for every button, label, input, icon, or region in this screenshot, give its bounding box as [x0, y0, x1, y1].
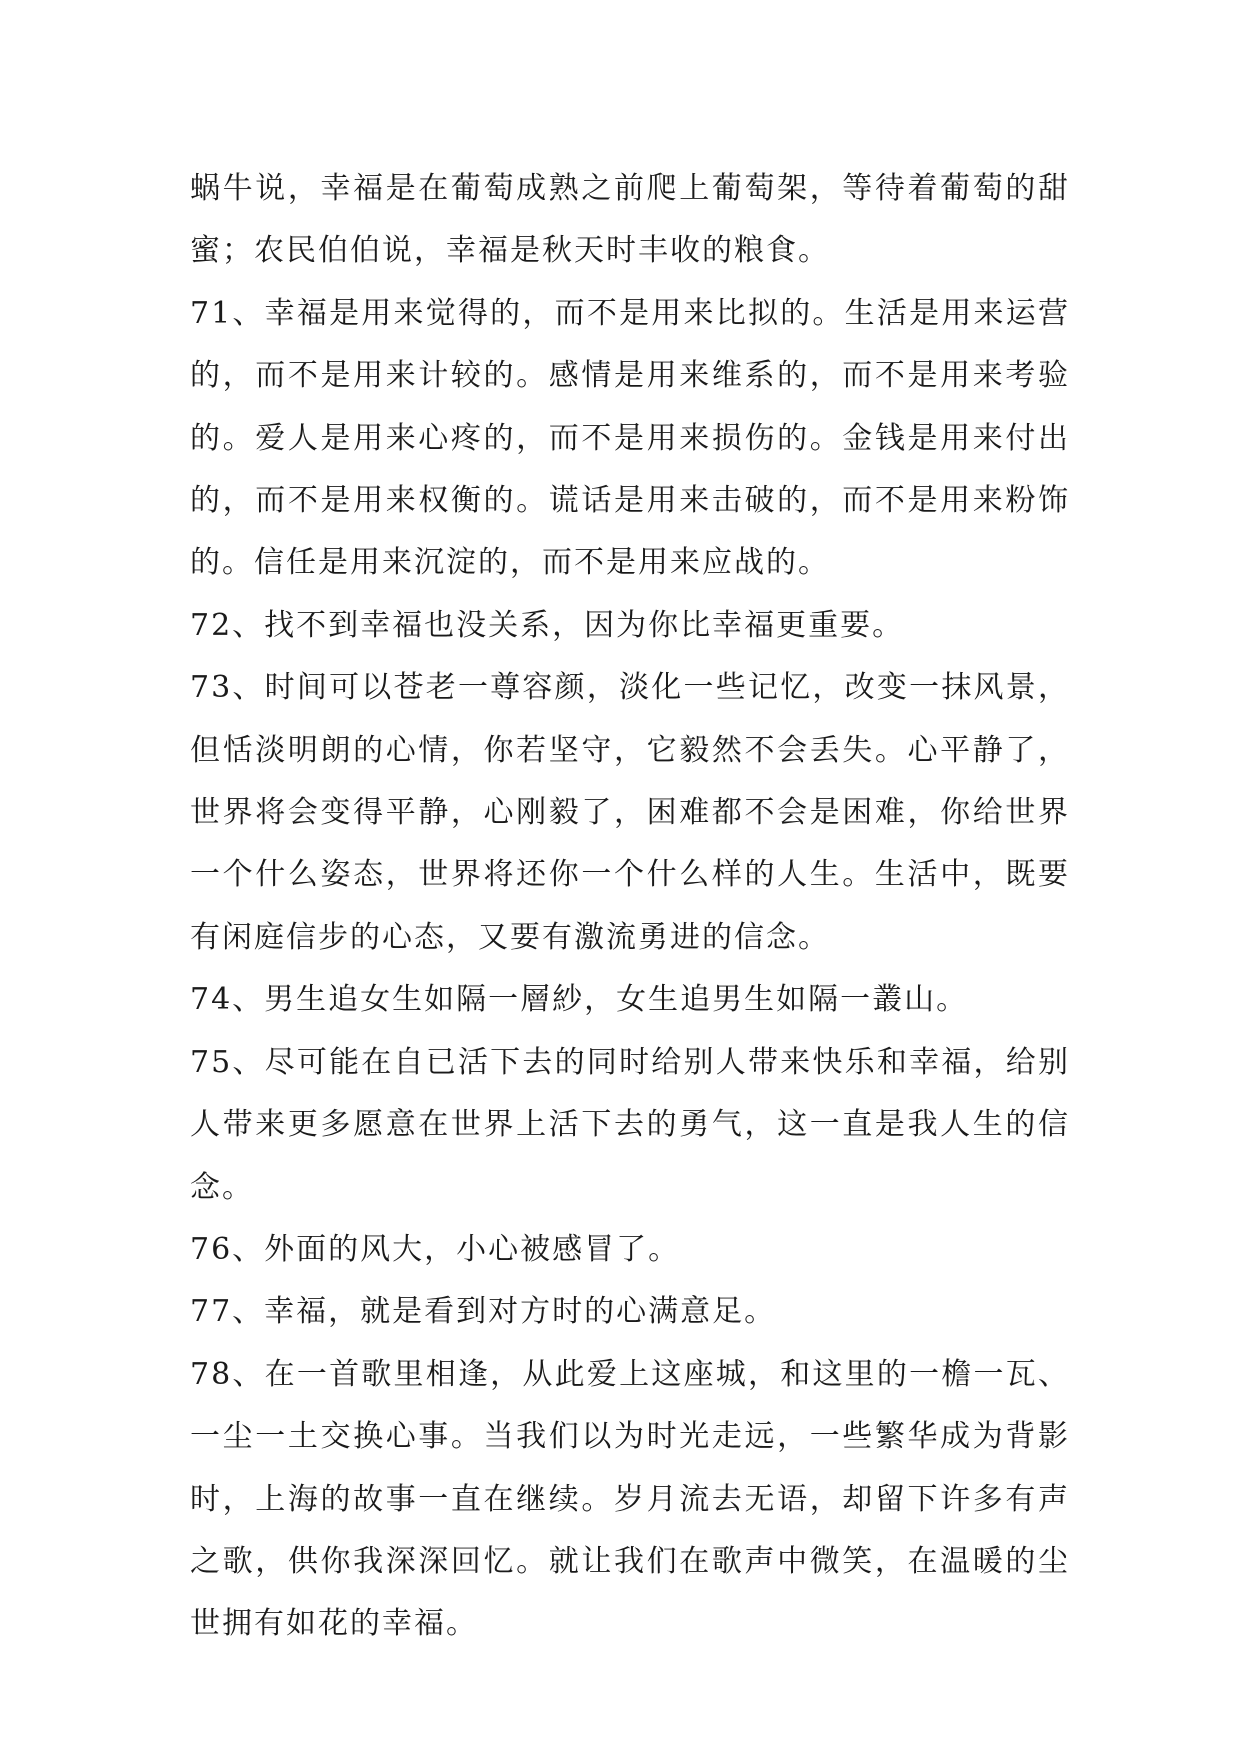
paragraph-snail: 蜗牛说，幸福是在葡萄成熟之前爬上葡萄架，等待着葡萄的甜蜜；农民伯伯说，幸福是秋天时丰收的粮食。 — [190, 171, 1070, 269]
document-page — [190, 158, 1070, 1656]
paragraph-73: 73、时间可以苍老一尊容颜，淡化一些记忆，改变一抹风景，但恬淡明朗的心情，你若坚守，它毅然不会丢失。心平静了，世界将会变得平静，心刚毅了，困难都不会是困难，你给世界一个什么姿态，世界将还你一个什么样的人生。生活中，既要有闲庭信步的心态，又要有激流勇进的信念。 — [190, 670, 1070, 955]
paragraph-76: 76、外面的风大，小心被感冒了。 — [190, 1231, 681, 1267]
paragraph-71: 71、幸福是用来觉得的，而不是用来比拟的。生活是用来运营的，而不是用来计较的。感情是用来维系的，而不是用来考验的。爱人是用来心疼的，而不是用来损伤的。金钱是用来付出的，而不是用来权衡的。谎话是用来击破的，而不是用来粉饰的。信任是用来沉淀的，而不是用来应战的。 — [190, 295, 1070, 581]
paragraph-72: 72、找不到幸福也没关系，因为你比幸福更重要。 — [190, 607, 905, 643]
paragraph-77: 77、幸福，就是看到对方时的心满意足。 — [190, 1294, 777, 1330]
paragraph-78: 78、在一首歌里相逢，从此爱上这座城，和这里的一檐一瓦、一尘一土交换心事。当我们以为时光走远，一些繁华成为背影时，上海的故事一直在继续。岁月流去无语，却留下许多有声之歌，供你我深深回忆。就让我们在歌声中微笑，在温暖的尘世拥有如花的幸福。 — [190, 1356, 1070, 1642]
paragraph-75: 75、尽可能在自已活下去的同时给别人带来快乐和幸福，给别人带来更多愿意在世界上活下去的勇气，这一直是我人生的信念。 — [190, 1044, 1070, 1205]
paragraph-74: 74、男生追女生如隔一層紗，女生追男生如隔一叢山。 — [190, 982, 969, 1018]
